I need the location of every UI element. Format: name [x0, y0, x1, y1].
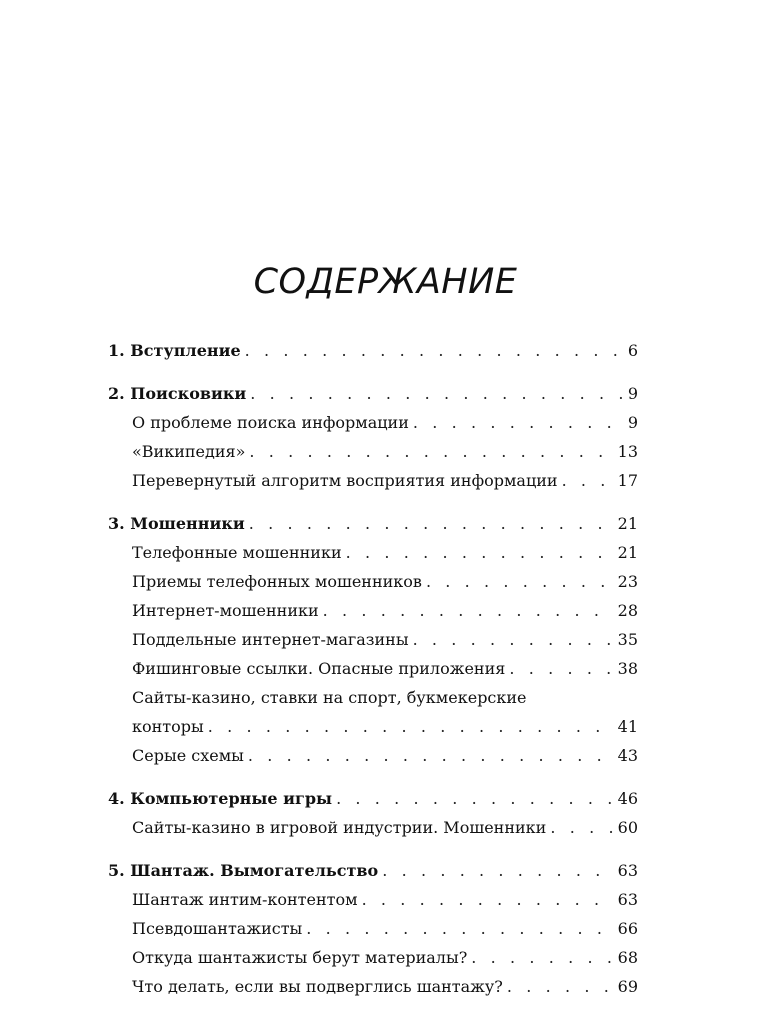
toc-entry-title: Серые схемы — [132, 746, 244, 765]
toc-subentry[interactable] — [108, 943, 638, 972]
toc-entry-page: 6 — [627, 341, 638, 360]
toc-entry-page: 41 — [617, 717, 638, 736]
dot-leader — [248, 741, 614, 770]
dot-leader — [249, 509, 614, 538]
dot-leader — [245, 336, 624, 365]
dot-leader — [413, 625, 614, 654]
toc-section-3 — [108, 509, 638, 770]
toc-subentry[interactable] — [108, 466, 638, 495]
toc-entry-title: 2. Поисковики — [108, 384, 247, 403]
dot-leader — [362, 885, 614, 914]
dot-leader — [208, 712, 614, 741]
toc-section-4 — [108, 784, 638, 842]
dot-leader — [426, 567, 614, 596]
toc-entry-page: 43 — [617, 746, 638, 765]
toc-entry-title: 4. Компьютерные игры — [108, 789, 333, 808]
toc-subentry[interactable] — [108, 885, 638, 914]
dot-leader — [509, 654, 613, 683]
toc-entry-title: Интернет-мошенники — [132, 601, 319, 620]
toc-entry-title: Сайты-казино в игровой индустрии. Мошенники — [132, 818, 547, 837]
dot-leader — [250, 379, 624, 408]
toc-subentry[interactable] — [108, 625, 638, 654]
toc-entry-page: 46 — [617, 789, 638, 808]
toc-entry[interactable] — [108, 336, 638, 365]
toc-entry-page: 38 — [617, 659, 638, 678]
toc-entry-page: 28 — [617, 601, 638, 620]
dot-leader — [249, 437, 613, 466]
toc-entry-title: «Википедия» — [132, 442, 246, 461]
dot-leader — [471, 943, 613, 972]
toc-entry-page: 60 — [617, 818, 638, 837]
toc-subentry[interactable] — [108, 813, 638, 842]
toc-entry-title: Поддельные интернет-магазины — [132, 630, 409, 649]
toc-entry-page: 63 — [617, 861, 638, 880]
toc-entry-title: 3. Мошенники — [108, 514, 245, 533]
toc-entry-title: Перевернутый алгоритм восприятия информации — [132, 471, 558, 490]
page-title: СОДЕРЖАНИЕ — [253, 262, 518, 302]
toc-entry-page: 63 — [617, 890, 638, 909]
toc-entry[interactable] — [108, 784, 638, 813]
toc-entry-title: Фишинговые ссылки. Опасные приложения — [132, 659, 506, 678]
toc-entry-page: 13 — [617, 442, 638, 461]
dot-leader — [382, 856, 613, 885]
toc-subentry[interactable] — [108, 538, 638, 567]
toc-entry-page: 66 — [617, 919, 638, 938]
dot-leader — [507, 972, 614, 1001]
toc-entry-page: 21 — [617, 543, 638, 562]
toc-entry-title: О проблеме поиска информации — [132, 413, 409, 432]
toc-subentry[interactable] — [108, 437, 638, 466]
dot-leader — [323, 596, 614, 625]
toc-section-2 — [108, 379, 638, 495]
dot-leader — [306, 914, 613, 943]
toc-entry[interactable] — [108, 856, 638, 885]
toc-entry-title: Что делать, если вы подверглись шантажу? — [132, 977, 503, 996]
toc-entry-page: 21 — [617, 514, 638, 533]
toc-subentry-line2[interactable] — [108, 712, 638, 741]
table-of-contents — [108, 336, 638, 1001]
toc-entry-page: 17 — [617, 471, 638, 490]
dot-leader — [336, 784, 614, 813]
toc-entry-title: Телефонные мошенники — [132, 543, 342, 562]
toc-section-5 — [108, 856, 638, 1001]
toc-entry-title: Шантаж интим-контентом — [132, 890, 358, 909]
toc-entry-title: 1. Вступление — [108, 341, 241, 360]
toc-subentry[interactable] — [108, 972, 638, 1001]
toc-entry-title: Откуда шантажисты берут материалы? — [132, 948, 468, 967]
toc-subentry-line1[interactable] — [108, 683, 638, 712]
toc-entry[interactable] — [108, 379, 638, 408]
toc-entry-page: 68 — [617, 948, 638, 967]
toc-section-1 — [108, 336, 638, 365]
toc-entry-page: 9 — [627, 384, 638, 403]
toc-subentry[interactable] — [108, 914, 638, 943]
toc-entry-page: 69 — [617, 977, 638, 996]
toc-subentry[interactable] — [108, 567, 638, 596]
toc-entry-title: 5. Шантаж. Вымогательство — [108, 861, 379, 880]
toc-subentry[interactable] — [108, 596, 638, 625]
toc-entry-title-continued: конторы — [132, 717, 204, 736]
dot-leader — [562, 466, 614, 495]
dot-leader — [413, 408, 624, 437]
toc-subentry[interactable] — [108, 741, 638, 770]
toc-entry-title: Сайты-казино, ставки на спорт, букмекерские — [132, 688, 527, 707]
toc-entry-page: 35 — [617, 630, 638, 649]
dot-leader — [550, 813, 613, 842]
toc-entry-page: 9 — [627, 413, 638, 432]
toc-entry-page: 23 — [617, 572, 638, 591]
toc-entry-title: Приемы телефонных мошенников — [132, 572, 422, 591]
toc-entry[interactable] — [108, 509, 638, 538]
toc-entry-title: Псевдошантажисты — [132, 919, 303, 938]
toc-subentry[interactable] — [108, 654, 638, 683]
toc-subentry[interactable] — [108, 408, 638, 437]
dot-leader — [346, 538, 614, 567]
